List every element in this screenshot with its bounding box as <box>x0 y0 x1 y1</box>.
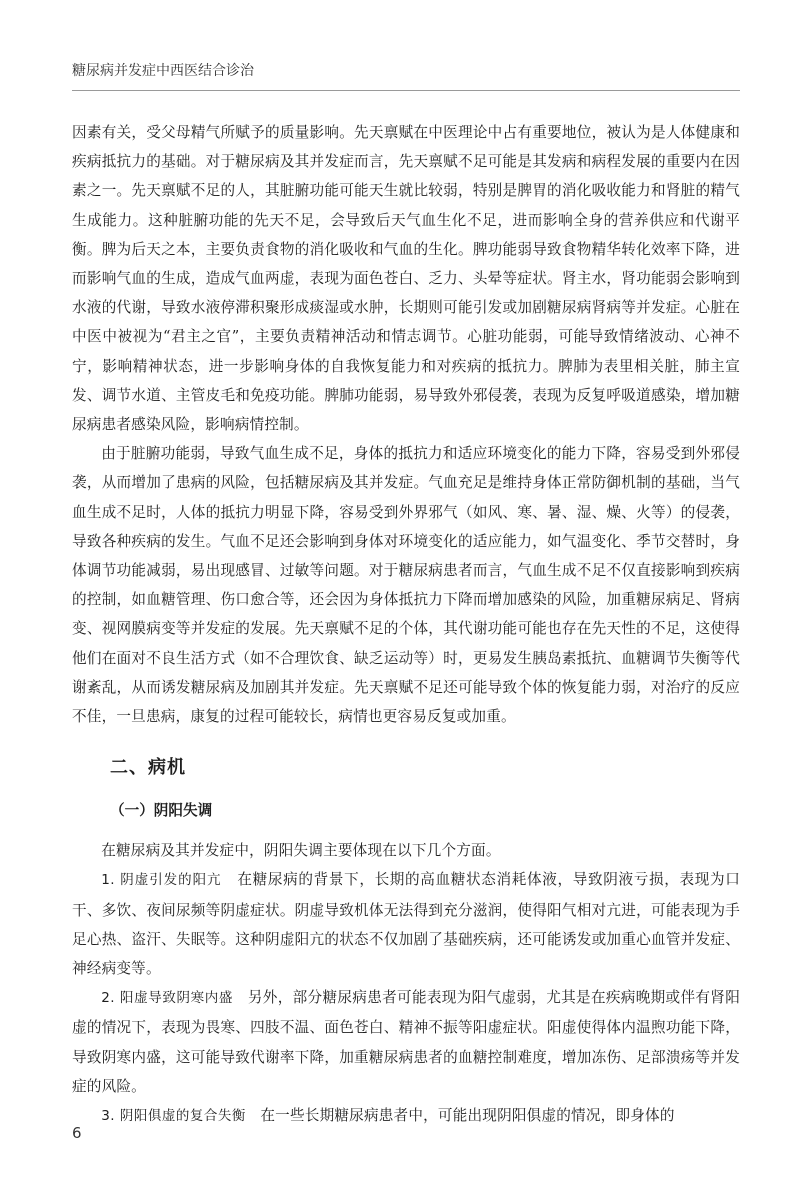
header-divider <box>72 90 740 91</box>
section-heading: 二、病机 <box>110 757 186 779</box>
list-item <box>72 1101 740 1131</box>
page-number: 6 <box>72 1124 82 1142</box>
list-item-text: 在一些长期糖尿病患者中，可能出现阴阳俱虚的情况，即身体的 <box>260 1107 675 1125</box>
list-item-heading: 2. 阳虚导致阴寒内盛 <box>101 990 233 1007</box>
list-item-text: 另外，部分糖尿病患者可能表现为阳气虚弱，尤其是在疾病晚期或伴有肾阳虚的情况下，表现为畏寒、四肢不温、面色苍白、精神不振等阳虚症状。阳虚使得体内温煦功能下降，导致阴寒内盛，这可能导致代谢率下降，加重糖尿病患者的血糖控制难度，增加冻伤、足部溃疡等并发症的风险。 <box>72 989 740 1095</box>
page-body <box>72 118 740 1131</box>
list-item-heading: 1. 阴虚引发的阳亢 <box>101 872 222 889</box>
subsection-intro: 在糖尿病及其并发症中，阴阳失调主要体现在以下几个方面。 <box>101 842 501 860</box>
list-item <box>72 865 740 983</box>
subsection-heading: （一）阴阳失调 <box>110 802 213 820</box>
running-header-title: 糖尿病并发症中西医结合诊治 <box>72 63 254 79</box>
list-item-heading: 3. 阴阳俱虚的复合失衡 <box>101 1108 246 1125</box>
body-paragraph: 由于脏腑功能弱，导致气血生成不足，身体的抵抗力和适应环境变化的能力下降，容易受到外邪侵袭，从而增加了患病的风险，包括糖尿病及其并发症。气血充足是维持身体正常防御机制的基础，当气血生成不足时，人体的抵抗力明显下降，容易受到外界邪气（如风、寒、暑、湿、燥、火等）的侵袭，导致各种疾病的发生。气血不足还会影响到身体对环境变化的适应能力，如气温变化、季节交替时，身体调节功能减弱，易出现感冒、过敏等问题。对于糖尿病患者而言，气血生成不足不仅直接影响到疾病的控制，如血糖管理、伤口愈合等，还会因为身体抵抗力下降而增加感染的风险，加重糖尿病足、肾病变、视网膜病变等并发症的发展。先天禀赋不足的个体，其代谢功能可能也存在先天性的不足，这使得他们在面对不良生活方式（如不合理饮食、缺乏运动等）时，更易发生胰岛素抵抗、血糖调节失衡等代谢紊乱，从而诱发糖尿病及加剧其并发症。先天禀赋不足还可能导致个体的恢复能力弱，对治疗的反应不佳，一旦患病，康复的过程可能较长，病情也更容易反复或加重。 <box>72 445 740 726</box>
list-item-text: 在糖尿病的背景下，长期的高血糖状态消耗体液，导致阴液亏损，表现为口干、多饮、夜间尿频等阴虚症状。阴虚导致机体无法得到充分滋润，使得阳气相对亢进，可能表现为手足心热、盗汗、失眠等。这种阴虚阳亢的状态不仅加剧了基础疾病，还可能诱发或加重心血管并发症、神经病变等。 <box>72 871 740 978</box>
body-paragraph: 因素有关，受父母精气所赋予的质量影响。先天禀赋在中医理论中占有重要地位，被认为是人体健康和疾病抵抗力的基础。对于糖尿病及其并发症而言，先天禀赋不足可能是其发病和病程发展的重要内在因素之一。先天禀赋不足的人，其脏腑功能可能天生就比较弱，特别是脾胃的消化吸收能力和肾脏的精气生成能力。这种脏腑功能的先天不足，会导致后天气血生化不足，进而影响全身的营养供应和代谢平衡。脾为后天之本，主要负责食物的消化吸收和气血的生化。脾功能弱导致食物精华转化效率下降，进而影响气血的生成，造成气血两虚，表现为面色苍白、乏力、头晕等症状。肾主水，肾功能弱会影响到水液的代谢，导致水液停滞积聚形成痰湿或水肿，长期则可能引发或加剧糖尿病肾病等并发症。心脏在中医中被视为“君主之官”，主要负责精神活动和情志调节。心脏功能弱，可能导致情绪波动、心神不宁，影响精神状态，进一步影响身体的自我恢复能力和对疾病的抵抗力。脾肺为表里相关脏，肺主宣发、调节水道、主管皮毛和免疫功能。脾肺功能弱，易导致外邪侵袭，表现为反复呼吸道感染，增加糖尿病患者感染风险，影响病情控制。 <box>72 124 740 434</box>
list-item <box>72 983 740 1101</box>
